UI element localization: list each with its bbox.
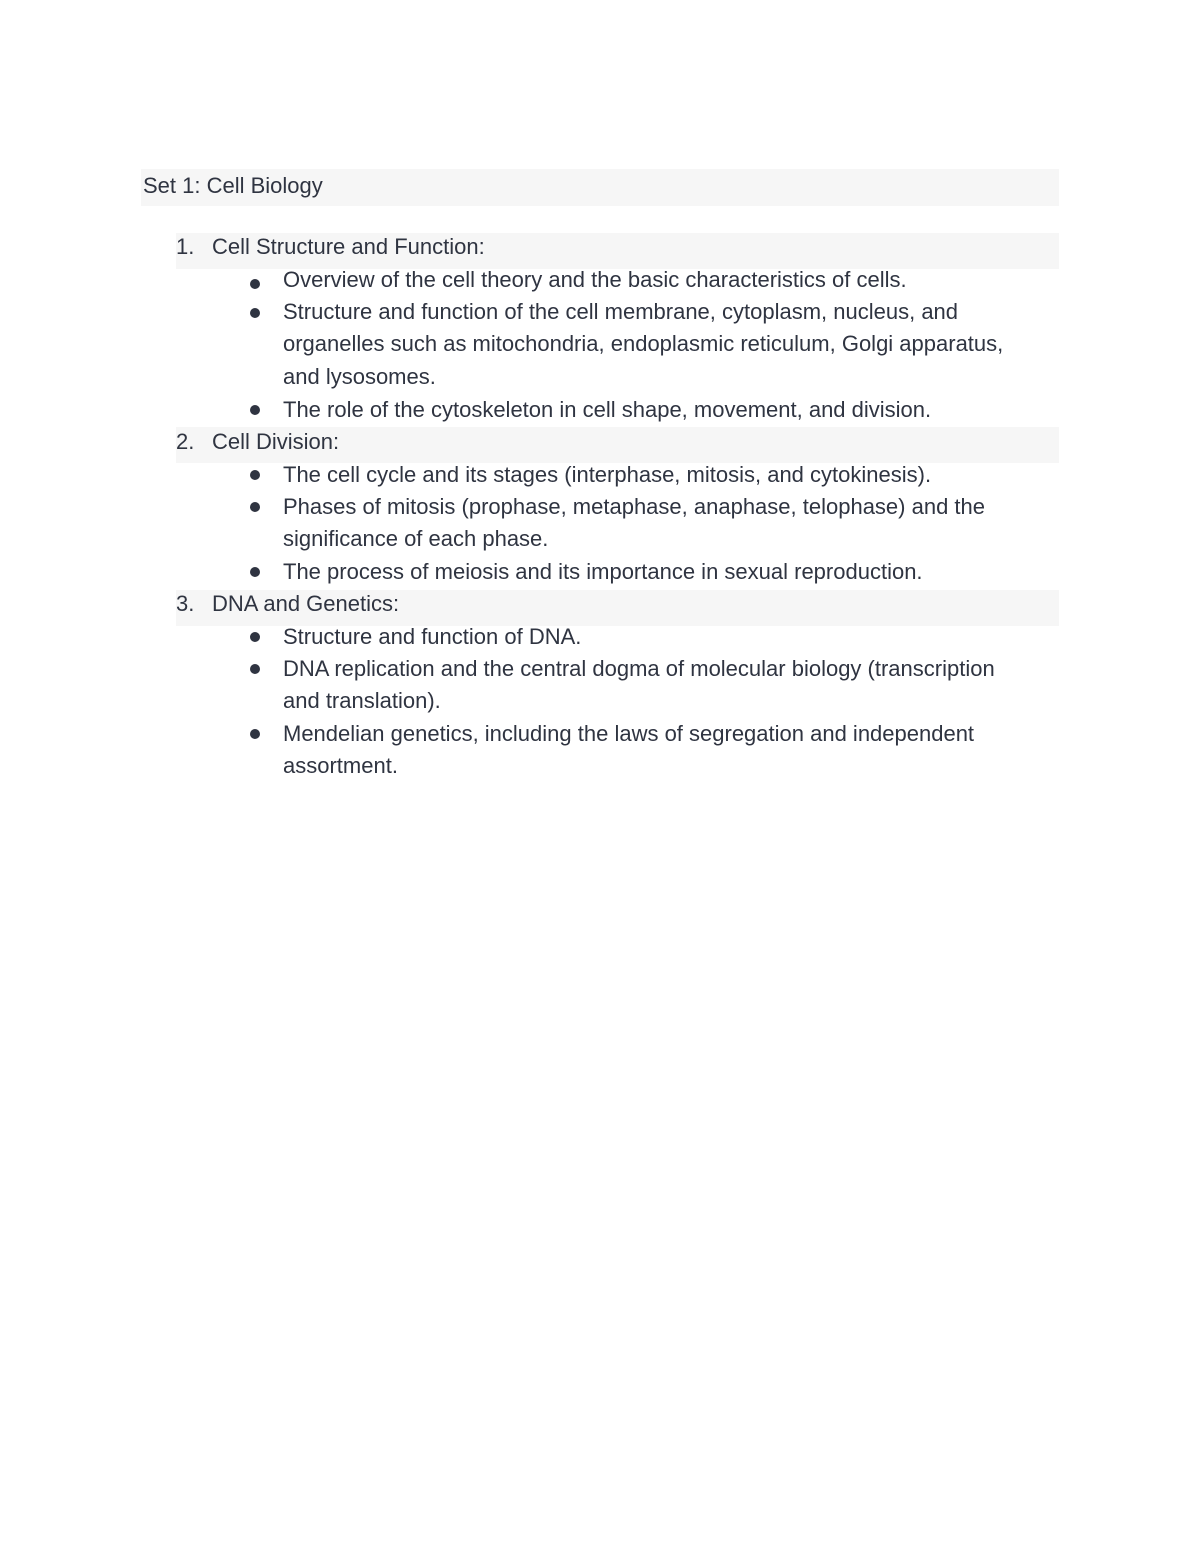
list-item-line: assortment. — [283, 753, 398, 779]
list-item-line: The cell cycle and its stages (interphase, mitosis, and cytokinesis). — [283, 462, 932, 487]
list-item — [283, 653, 995, 718]
list-item — [283, 718, 974, 783]
bullet-icon — [250, 729, 260, 739]
list-item-line: Structure and function of DNA. — [283, 624, 582, 649]
list-item-line: and translation). — [283, 688, 441, 714]
list-item-line: The process of meiosis and its importance in sexual reproduction. — [283, 559, 923, 584]
list-item — [283, 621, 581, 653]
bullet-icon — [250, 567, 260, 577]
bullet-icon — [250, 279, 260, 289]
bullet-icon — [250, 664, 260, 674]
bullet-icon — [250, 405, 260, 415]
list-item-line: Overview of the cell theory and the basic characteristics of cells. — [283, 267, 907, 292]
bullet-icon — [250, 308, 260, 318]
list-item-line: Structure and function of the cell membrane, cytoplasm, nucleus, and — [283, 299, 959, 324]
bullet-icon — [250, 632, 260, 642]
section-heading: Cell Division: — [212, 429, 340, 454]
document-title: Set 1: Cell Biology — [143, 173, 323, 198]
list-item — [283, 459, 931, 491]
list-item — [283, 264, 907, 296]
list-item — [283, 394, 931, 426]
section-number: 1. — [176, 234, 195, 259]
list-item-line: Phases of mitosis (prophase, metaphase, anaphase, telophase) and the — [283, 494, 986, 519]
bullet-icon — [250, 502, 260, 512]
list-item-line: The role of the cytoskeleton in cell shape, movement, and division. — [283, 397, 932, 422]
list-item-line: organelles such as mitochondria, endoplasmic reticulum, Golgi apparatus, — [283, 331, 1004, 357]
list-item — [283, 556, 923, 588]
section-heading: DNA and Genetics: — [212, 591, 400, 616]
section-number: 2. — [176, 429, 195, 454]
section-heading: Cell Structure and Function: — [212, 234, 485, 259]
list-item-line: significance of each phase. — [283, 526, 549, 552]
list-item-line: and lysosomes. — [283, 363, 436, 389]
section-number: 3. — [176, 591, 195, 616]
list-item — [283, 296, 1003, 393]
list-item — [283, 491, 985, 556]
list-item-line: DNA replication and the central dogma of molecular biology (transcription — [283, 656, 995, 681]
bullet-icon — [250, 470, 260, 480]
list-item-line: Mendelian genetics, including the laws of segregation and independent — [283, 721, 975, 746]
